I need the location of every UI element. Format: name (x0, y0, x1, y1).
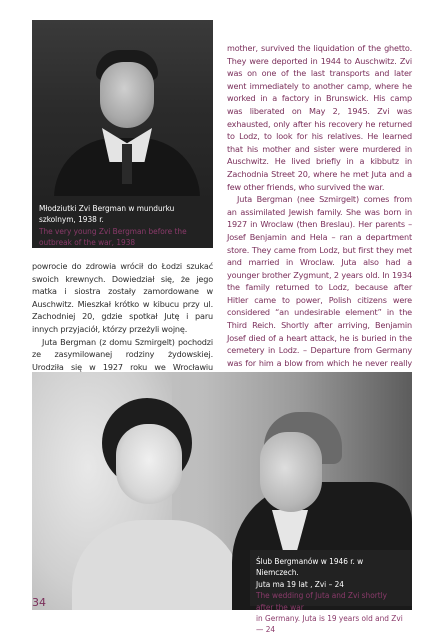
caption-english-line: The wedding of Juta and Zvi shortly after the war (256, 590, 388, 612)
polish-paragraph: Juta Bergman (z domu Szmirgelt) pochodzi ze zasymilowanej rodziny żydowskiej. Urodziła się w 1927 roku we Wrocławiu (32, 336, 213, 372)
page-number: 34 (32, 596, 46, 609)
photo-figure-face (100, 62, 154, 128)
english-paragraph: Juta Bergman (nee Szmirgelt) comes from an assimilated Jewish family. She was born in 1927 in Wroclaw (then Breslau). Her parents – Josef Benjamin and Hela – ran a department store. They came from Lodz, but first they met and married in Wroclaw. Juta also had a younger brother Zygmunt, 2 years old. In 1934 the family returned to Lodz, because after Hitler came to power, Polish citizens were considered “an undesirable element” in the Third Reich. Shortly after arriving, Benjamin Josef died of a heart attack, he is buried in the cemetery in Lodz. – Departure from Germany was for him a blow from which he never really (227, 194, 412, 368)
caption-photo-top (32, 196, 213, 248)
caption-english-line: outbreak of the war, 1938 (39, 237, 136, 248)
english-column (227, 42, 412, 420)
photo-bride-face (116, 424, 182, 504)
photo-figure-tie (122, 144, 132, 184)
photo-groom-face (260, 432, 322, 512)
caption-english-line: in Germany. Juta is 19 years old and Zvi — 24 (256, 613, 403, 635)
caption-polish-line: Juta ma 19 lat , Zvi – 24 (256, 578, 344, 589)
caption-polish-line: szkolnym, 1938 r. (39, 214, 104, 225)
caption-photo-bottom (250, 550, 412, 635)
caption-polish-line: Ślub Bergmanów w 1946 r. w Niemczech. (256, 556, 364, 578)
polish-column (32, 260, 213, 386)
polish-paragraph: powrocie do zdrowia wrócił do Łodzi szukać swoich krewnych. Dowiedział się, że jego matka i siostra zostały zamordowane w Auschwitz. Mieszkał krótko w kibucu przy ul. Zachodniej 20, gdzie spotkał Jutę i paru innych przyjaciół, którzy przeżyli wojnę. (32, 261, 213, 334)
caption-polish-line: Młodziutki Zvi Bergman w mundurku (39, 203, 175, 213)
caption-english-line: The very young Zvi Bergman before the (39, 225, 187, 236)
english-paragraph: mother, survived the liquidation of the ghetto. They were deported in 1944 to Auschwitz. Zvi was on one of the last transports and later went immediately to another camp, where he worked in a factory in Brunswick. His camp was liberated on May 2, 1945. Zvi was exhausted, only after his recovery he returned to Lodz, to look for his relatives. He learned that his mother and sister were murdered in Auschwitz. He lived briefly in a kibbutz in Zachodnia Street 20, where he met Juta and a few other friends, who survived the war. (227, 43, 412, 192)
